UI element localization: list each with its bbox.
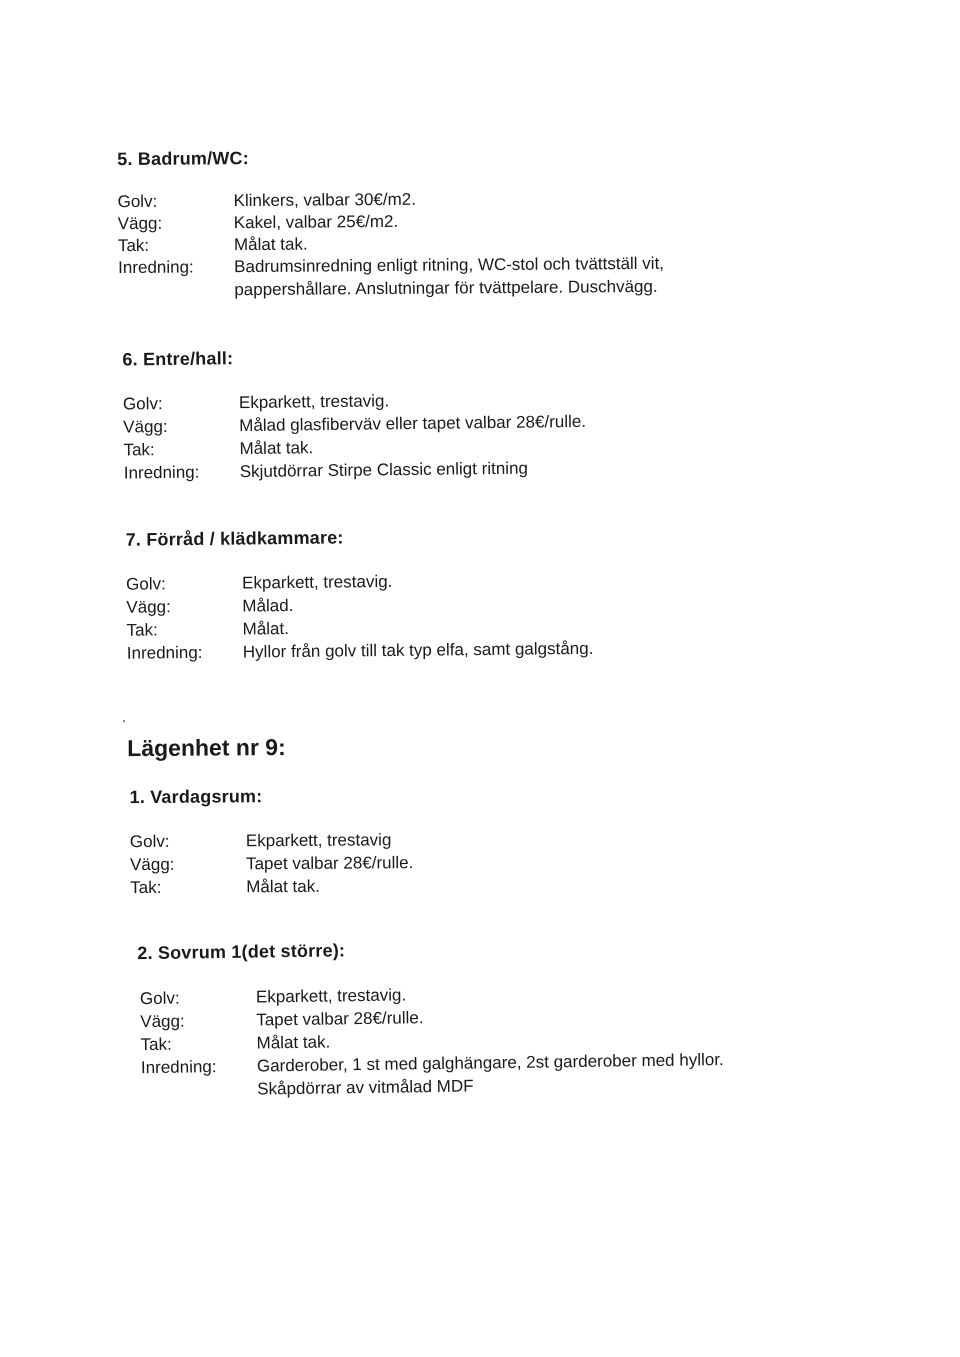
spec-label: Vägg: xyxy=(123,416,168,437)
spec-label: Inredning: xyxy=(126,642,203,663)
apartment-heading: Lägenhet nr 9: xyxy=(127,734,286,762)
spec-value: Skjutdörrar Stirpe Classic enligt ritning xyxy=(239,458,529,482)
spec-value: Badrumsinredning enligt ritning, WC-stol och tvättställ vit, xyxy=(234,253,665,277)
spec-label: Tak: xyxy=(130,877,162,898)
spec-value: Ekparkett, trestavig. xyxy=(255,985,407,1007)
spec-label: Vägg: xyxy=(126,597,171,617)
spec-label: Vägg: xyxy=(117,213,163,234)
section-heading: 7. Förråd / klädkammare: xyxy=(125,527,344,550)
spec-label: Tak: xyxy=(123,440,155,460)
spec-value: Målad glasfiberväv eller tapet valbar 28€/rulle. xyxy=(239,411,587,436)
spec-label: Tak: xyxy=(126,620,158,640)
spec-label: Vägg: xyxy=(140,1011,185,1032)
spec-value: Tapet valbar 28€/rulle. xyxy=(245,853,414,874)
spec-value: Ekparkett, trestavig xyxy=(245,830,392,851)
spec-value: Målat tak. xyxy=(233,234,308,255)
spec-value-continuation: pappershållare. Anslutningar för tvättpelare. Duschvägg. xyxy=(234,276,658,300)
spec-label: Inredning: xyxy=(140,1057,217,1078)
spec-value: Målad. xyxy=(242,595,294,616)
spec-value: Kakel, valbar 25€/m2. xyxy=(233,211,399,233)
spec-value: Ekparkett, trestavig. xyxy=(238,391,390,413)
spec-value: Tapet valbar 28€/rulle. xyxy=(256,1008,424,1030)
section-heading: 6. Entre/hall: xyxy=(122,348,234,370)
spec-value: Klinkers, valbar 30€/m2. xyxy=(233,189,417,211)
spec-value-continuation: Skåpdörrar av vitmålad MDF xyxy=(257,1076,474,1099)
spec-label: Golv: xyxy=(139,988,180,1009)
spec-value: Ekparkett, trestavig. xyxy=(242,571,393,593)
spec-label: Inredning: xyxy=(118,257,194,278)
spec-label: Tak: xyxy=(140,1034,172,1055)
section-heading: 5. Badrum/WC: xyxy=(117,148,249,170)
spec-label: Tak: xyxy=(117,235,150,256)
scan-speck xyxy=(123,720,125,722)
spec-value: Målat tak. xyxy=(239,438,314,459)
spec-label: Golv: xyxy=(126,574,166,594)
spec-label: Inredning: xyxy=(123,462,200,483)
spec-value: Målat tak. xyxy=(256,1032,331,1053)
spec-label: Vägg: xyxy=(129,854,175,875)
section-heading: 2. Sovrum 1(det större): xyxy=(137,940,346,964)
spec-value: Målat tak. xyxy=(246,876,320,897)
section-heading: 1. Vardagsrum: xyxy=(129,786,263,808)
spec-value: Hyllor från golv till tak typ elfa, samt galgstång. xyxy=(242,638,594,662)
spec-value: Målat. xyxy=(242,619,289,639)
spec-label: Golv: xyxy=(129,831,170,852)
spec-label: Golv: xyxy=(122,394,163,414)
spec-value: Garderober, 1 st med galghängare, 2st garderober med hyllor. xyxy=(256,1049,724,1076)
spec-label: Golv: xyxy=(117,191,158,212)
